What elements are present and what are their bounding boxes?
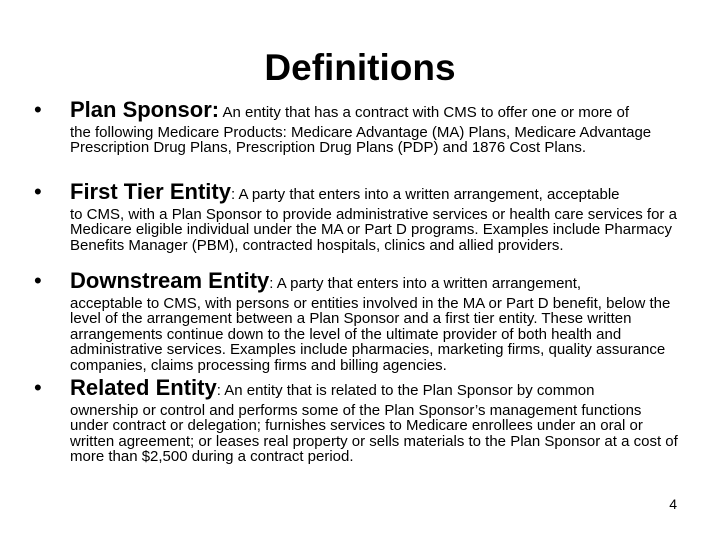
definition-term: Related Entity xyxy=(70,375,217,400)
definition-body: to CMS, with a Plan Sponsor to provide administrative services or health care services for a Medicare eligible individual under the MA or Part D programs. Examples include Pharmacy Benefits Manager (PBM), contracted hospitals, clinics and allied providers. xyxy=(70,206,677,254)
definition-lead-text: : An entity that is related to the Plan Sponsor by common xyxy=(216,382,595,399)
definition-term: First Tier Entity xyxy=(70,179,231,204)
definition-lead-text: : A party that enters into a written arrangement, xyxy=(269,275,582,292)
definition-lead-text: An entity that has a contract with CMS to offer one or more of xyxy=(219,104,630,121)
slide-title: Definitions xyxy=(264,47,456,88)
definition-term: Plan Sponsor: xyxy=(70,97,220,122)
definition-body: ownership or control and performs some of the Plan Sponsor’s management functions under contract or delegation; furnishes services to Medicare enrollees under an oral or written agreement; or leases real property or sells materials to the Plan Sponsor at a cost of more than $2,500 during a contract period. xyxy=(70,402,678,466)
bullet-icon: • xyxy=(34,97,42,122)
definition-term: Downstream Entity xyxy=(70,268,270,293)
definition-body: the following Medicare Products: Medicare Advantage (MA) Plans, Medicare Advantage Prescription Drug Plans, Prescription Drug Plans (PDP) and 1876 Cost Plans. xyxy=(70,124,652,157)
bullet-icon: • xyxy=(34,375,42,400)
definition-body: acceptable to CMS, with persons or entities involved in the MA or Part D benefit, below the level of the arrangement between a Plan Sponsor and a first tier entity. These written arrangements continue down to the level of the ultimate provider of both health and administrative services. Examples include pharmacies, marketing firms, quality assurance companies, claims processing firms and billing agencies. xyxy=(70,295,671,374)
definition-lead-text: : A party that enters into a written arrangement, acceptable xyxy=(230,186,620,203)
bullet-icon: • xyxy=(34,179,42,204)
bullet-icon: • xyxy=(34,268,42,293)
page-number: 4 xyxy=(669,496,677,512)
